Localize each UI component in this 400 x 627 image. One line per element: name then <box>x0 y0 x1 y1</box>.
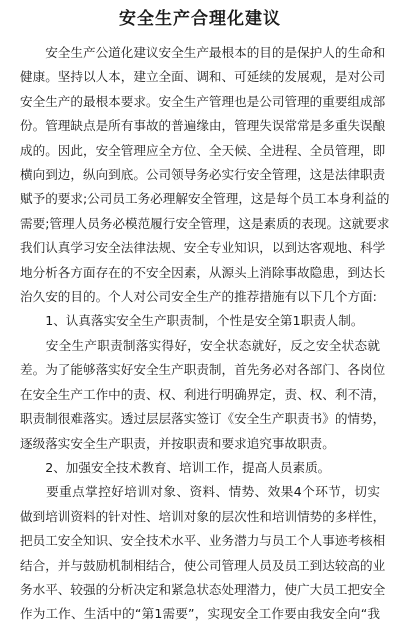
text-line: 需要;管理人员务必模范履行安全管理，这是素质的表现。这就要求 <box>20 215 390 231</box>
text-line: 成的。因此，安全管理应全方位、全天候、全进程、全员管理，即 <box>20 142 386 158</box>
paragraph-responsibility <box>20 334 386 456</box>
text-line: 要重点掌控好培训对象、资料、情势、效果4个环节，切实 <box>20 484 380 500</box>
text-line: 职责制很难落实。透过层层落实签订《安全生产职责书》的情势， <box>20 411 386 427</box>
text-line: 逐级落实安全生产职责，并按职责和要求追究事故职责。 <box>20 435 335 451</box>
text-line: 结合，并与鼓励机制相结合，使公司管理人员及员工到达较高的业 <box>20 557 386 573</box>
text-line: 地分析各方面存在的不安全因素，从源头上消除事故隐患，到达长 <box>20 264 386 280</box>
text-line: 健康。坚持以人本，建立全面、调和、可延续的发展观，是对公司 <box>20 69 386 85</box>
section-heading-1 <box>20 309 380 333</box>
text-line: 作为工作、生活中的“第1需要”，实现安全工作要由我安全向“我 <box>20 606 380 622</box>
document-title: 安全生产合理化建议 <box>119 9 281 29</box>
text-line: 安全生产公道化建议安全生产最根本的目的是保护人的生命和 <box>20 45 386 60</box>
text-line: 安全生产的最根本要求。安全生产管理也是公司管理的重要组成部 <box>20 93 386 109</box>
section-heading-2 <box>20 456 380 480</box>
text-line: 治久安的目的。个人对公司安全生产的推荐措施有以下几个方面: <box>20 289 377 305</box>
paragraph-intro <box>20 41 390 309</box>
text-line: 份。管理缺点是所有事故的普遍缘由，管理失误常常是多重失误酿 <box>20 118 386 134</box>
text-line: 差。为了能够落实好安全生产职责制，首先务必对各部门、各岗位 <box>20 362 386 378</box>
text-line: 安全生产职责制落实得好，安全状态就好，反之安全状态就 <box>20 337 380 353</box>
paragraph-training <box>20 480 386 626</box>
text-line: 横向到边，纵向到底。公司领导务必实行安全管理，这是法律职责 <box>20 167 386 183</box>
text-line: 做到培训资料的针对性、培训对象的层次性和培训情势的多样性， <box>20 508 386 524</box>
text-line: 2、加强安全技术教育、培训工作，提高人员素质。 <box>20 459 331 475</box>
document-body <box>20 41 390 627</box>
text-line: 赋予的要求;公司员工务必理解安全管理，这是每个员工本身利益的 <box>20 191 390 207</box>
text-line: 我们认真学习安全法律法规、安全专业知识，以到达客观地、科学 <box>20 240 386 256</box>
text-line: 在安全生产工作中的责、权、利进行明确界定，责、权、利不清， <box>20 386 386 402</box>
text-line: 务水平、较强的分析决定和紧急状态处理潜力，使广大员工把安全 <box>20 581 386 597</box>
text-line: 1、认真落实安全生产职责制，个性是安全第1职责人制。 <box>20 313 364 329</box>
text-line: 把员工安全知识、安全技术水平、业务潜力与员工个人事迹考核相 <box>20 533 386 549</box>
